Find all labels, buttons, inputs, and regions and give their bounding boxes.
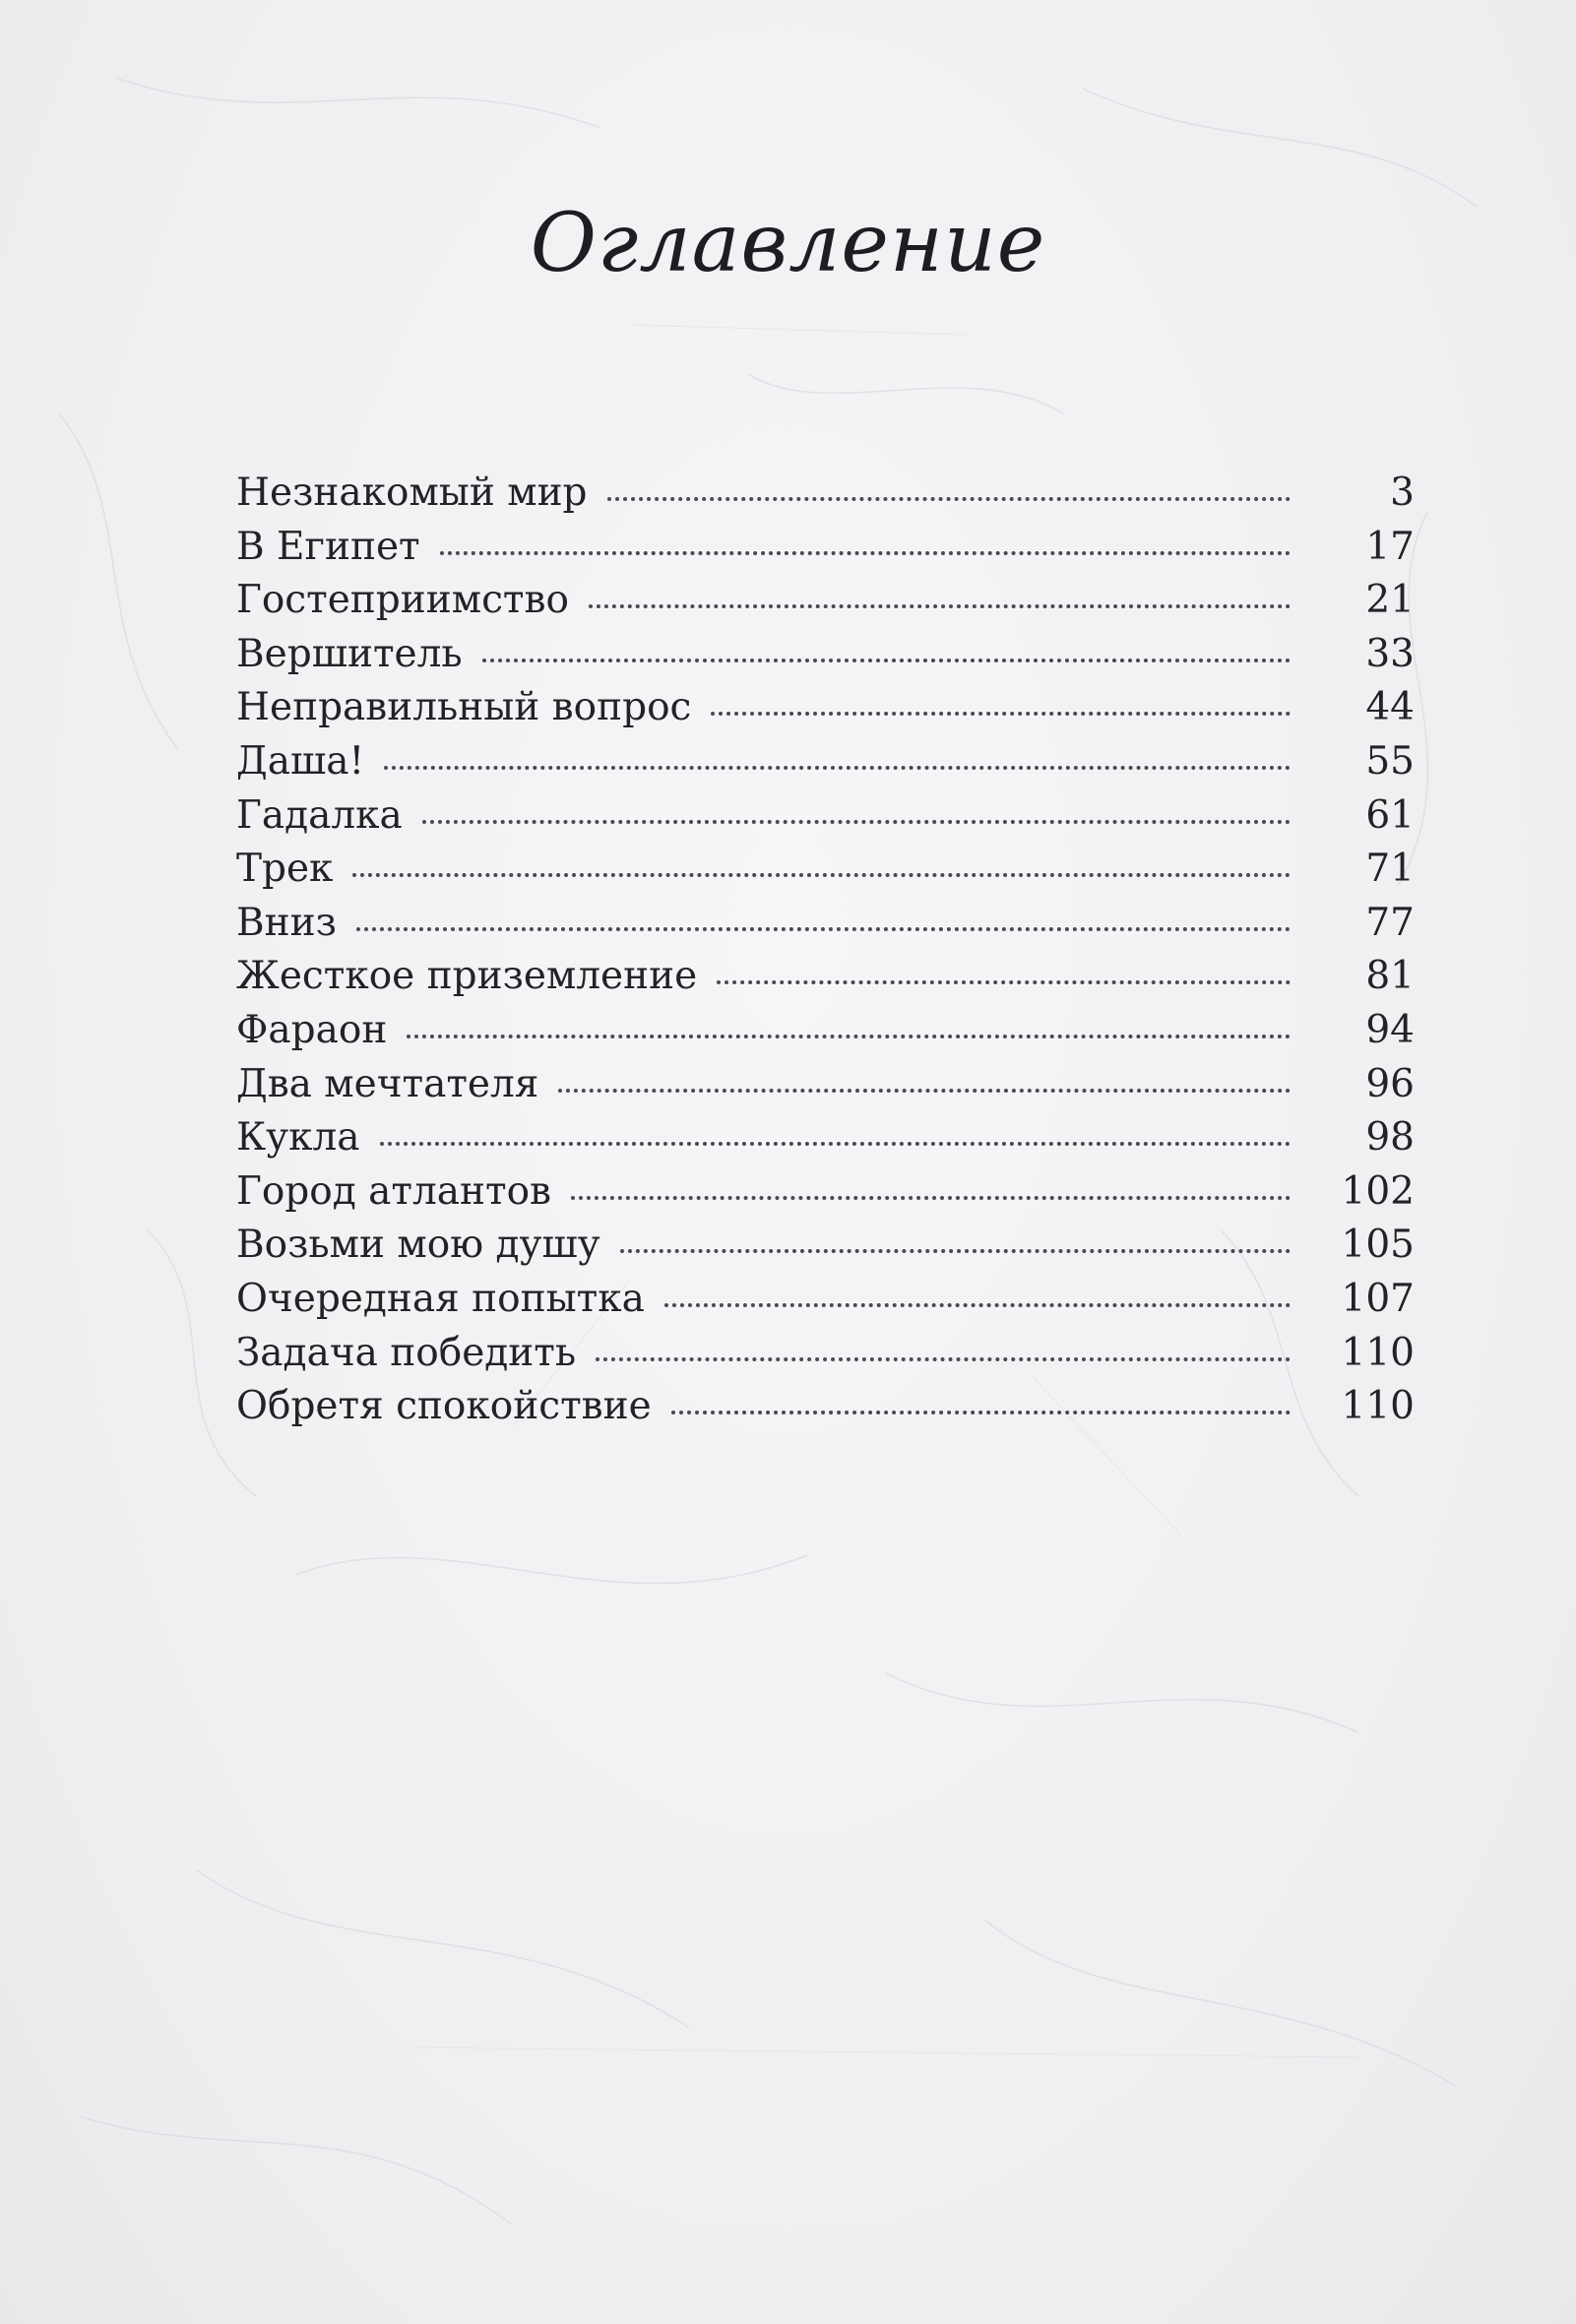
toc-entry-page-number: 33 [1365, 631, 1415, 676]
dot-leader [620, 1249, 1291, 1253]
toc-entry-page-number: 77 [1365, 900, 1415, 945]
toc-entry [236, 1384, 1415, 1438]
toc-entry-page-number: 55 [1365, 738, 1415, 784]
toc-entry-page-number: 107 [1341, 1276, 1415, 1321]
toc-entry-page-number: 44 [1365, 685, 1415, 730]
dot-leader [440, 551, 1291, 555]
toc-entry [236, 471, 1415, 525]
toc-entry-title: Задача победить [236, 1330, 577, 1375]
toc-entry-page-number: 21 [1365, 578, 1415, 623]
toc-entry-page-number: 17 [1365, 524, 1415, 569]
toc-entry [236, 1169, 1415, 1224]
toc-entry-page-number: 110 [1341, 1330, 1415, 1375]
dot-leader [558, 1089, 1291, 1093]
toc-entry [236, 1331, 1415, 1385]
toc-entry [236, 1223, 1415, 1277]
toc-entry-title: Трек [236, 847, 334, 892]
toc-entry-title: Город атлантов [236, 1168, 552, 1214]
toc-entry [236, 685, 1415, 739]
dot-leader [711, 712, 1291, 716]
toc-entry-title: Вниз [236, 900, 337, 945]
toc-entry [236, 1008, 1415, 1062]
dot-leader [571, 1196, 1291, 1200]
dot-leader [607, 497, 1291, 501]
dot-leader [356, 927, 1291, 931]
toc-entry-page-number: 105 [1341, 1223, 1415, 1268]
toc-entry-page-number: 102 [1341, 1168, 1415, 1214]
toc-entry-title: Гадалка [236, 792, 403, 838]
toc-entry [236, 525, 1415, 579]
toc-entry-page-number: 98 [1365, 1115, 1415, 1161]
toc-entry [236, 632, 1415, 686]
toc-entry-page-number: 96 [1365, 1061, 1415, 1106]
toc-entry-title: Возьми мою душу [236, 1223, 600, 1268]
toc-entry-page-number: 110 [1341, 1384, 1415, 1429]
dot-leader [717, 980, 1291, 984]
toc-entry-page-number: 81 [1365, 954, 1415, 999]
dot-leader [664, 1303, 1291, 1307]
toc-entry-page-number: 61 [1365, 792, 1415, 838]
toc-entry-page-number: 71 [1365, 847, 1415, 892]
dot-leader [352, 873, 1291, 877]
toc-entry-title: Гостеприимство [236, 578, 569, 623]
toc-entry [236, 739, 1415, 793]
toc-entry-title: Два мечтателя [236, 1061, 539, 1106]
dot-leader [422, 820, 1291, 824]
toc-entry-title: Неправильный вопрос [236, 685, 692, 730]
dot-leader [407, 1035, 1291, 1038]
toc-entry-page-number: 94 [1365, 1007, 1415, 1052]
dot-leader [384, 766, 1291, 770]
dot-leader [589, 604, 1291, 608]
dot-leader [482, 659, 1291, 662]
toc-entry-title: Незнакомый мир [236, 471, 588, 515]
page-title: Оглавление [530, 197, 1046, 290]
dot-leader [671, 1411, 1291, 1414]
toc-entry-title: Очередная попытка [236, 1276, 645, 1321]
dot-leader [380, 1142, 1291, 1146]
toc-entry [236, 1277, 1415, 1331]
toc-entry [236, 954, 1415, 1008]
toc-entry-title: Обретя спокойствие [236, 1384, 652, 1429]
toc-entry [236, 1115, 1415, 1169]
toc-entry-title: Фараон [236, 1007, 388, 1052]
toc-entry-title: Жесткое приземление [236, 954, 698, 999]
toc-entry-title: Кукла [236, 1115, 360, 1161]
table-of-contents [236, 471, 1415, 1438]
toc-entry-page-number: 3 [1390, 471, 1415, 515]
dot-leader [596, 1357, 1291, 1361]
toc-entry-title: Вершитель [236, 631, 463, 676]
toc-entry [236, 793, 1415, 848]
toc-entry [236, 578, 1415, 632]
toc-entry-title: Даша! [236, 738, 365, 784]
toc-entry-title: В Египет [236, 524, 420, 569]
toc-entry [236, 847, 1415, 901]
toc-entry [236, 901, 1415, 955]
toc-entry [236, 1062, 1415, 1116]
